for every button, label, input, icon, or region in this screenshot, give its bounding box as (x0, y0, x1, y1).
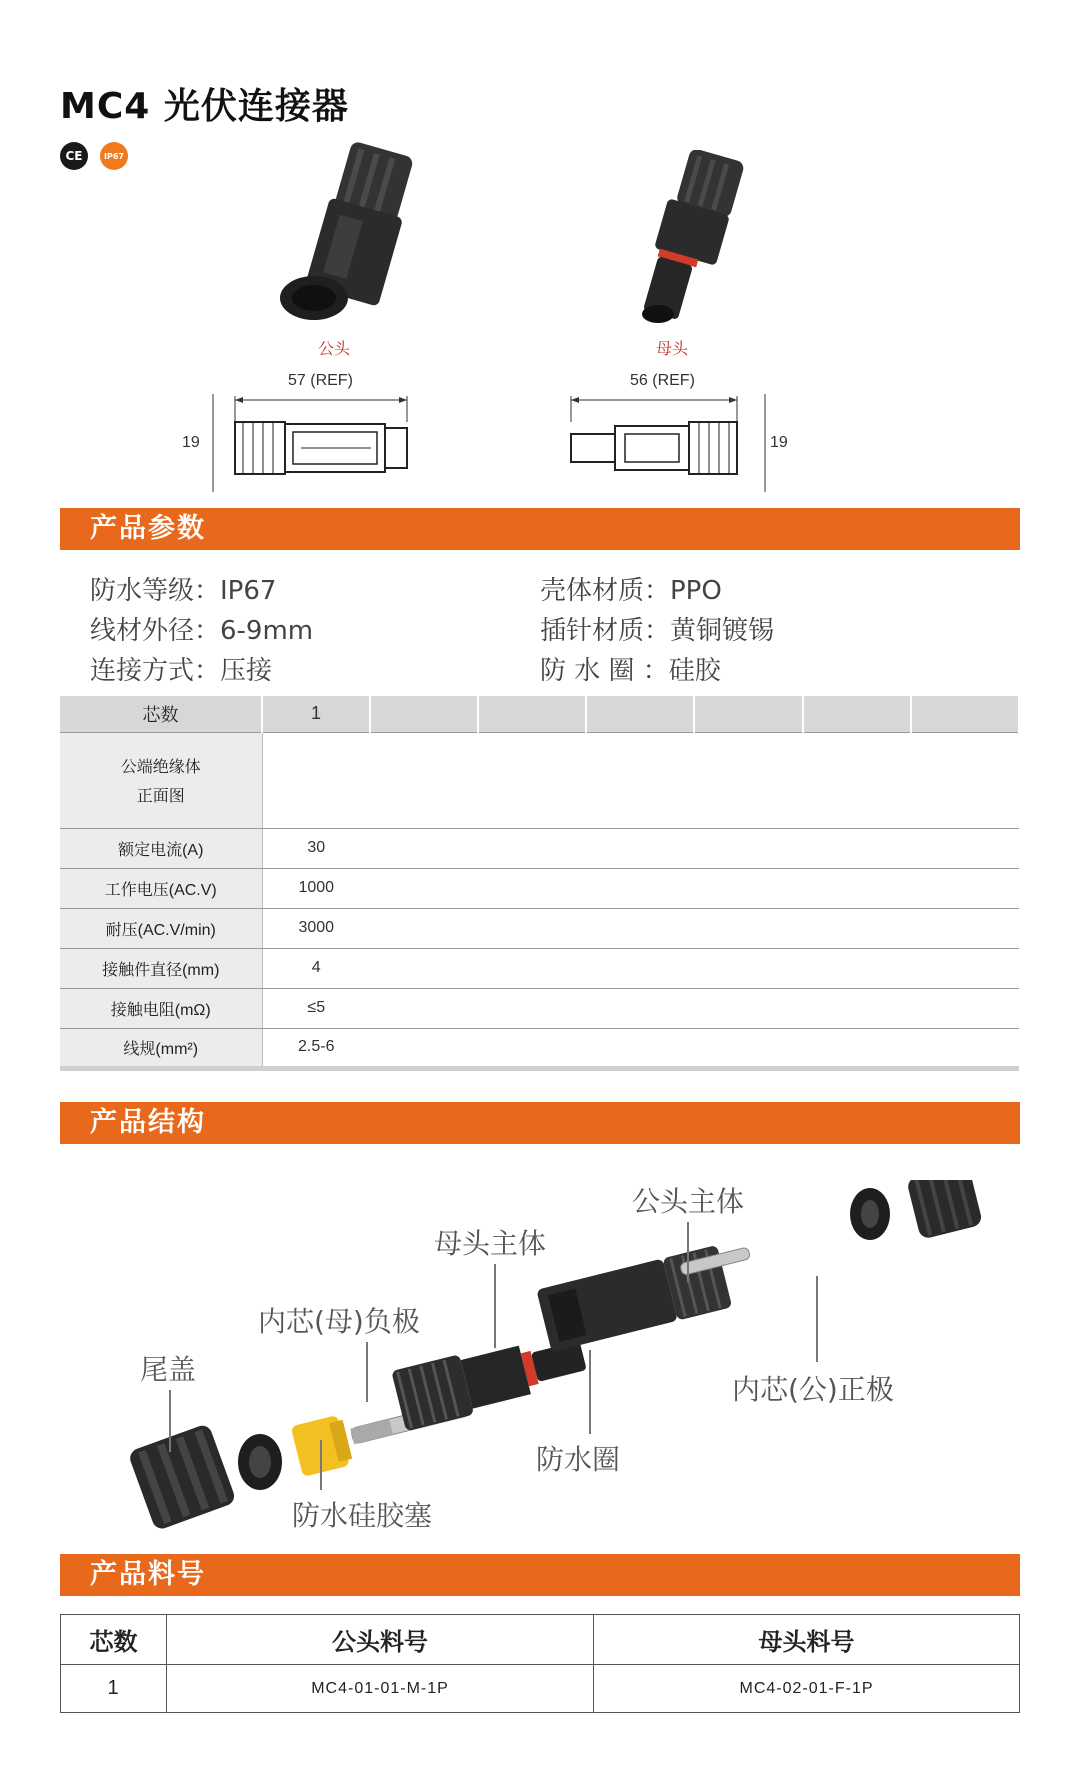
table-row (60, 908, 1019, 948)
ce-mark-icon: CE (60, 142, 88, 170)
leader-line (366, 1342, 368, 1402)
spec-row-label: 工作电压(AC.V) (60, 868, 262, 908)
spec-row-value: 4 (262, 948, 370, 988)
spec-row-label: 耐压(AC.V/min) (60, 908, 262, 948)
spec-row-label: 额定电流(A) (60, 828, 262, 868)
spec-row-empty (370, 948, 1019, 988)
female-connector-image (620, 150, 760, 325)
section-header-structure: 产品结构 (60, 1102, 1020, 1144)
male-dimension-drawing (205, 392, 420, 494)
param-row (90, 608, 990, 648)
table-row (60, 948, 1019, 988)
label-male-core: 内芯(公)正极 (732, 1373, 894, 1406)
label-female-core: 内芯(母)负极 (258, 1305, 420, 1338)
label-male-body: 公头主体 (632, 1185, 745, 1218)
spec-row-label: 接触件直径(mm) (60, 948, 262, 988)
leader-line (816, 1276, 818, 1362)
table-row (60, 828, 1019, 868)
leader-line (320, 1440, 322, 1490)
leader-line (494, 1264, 496, 1348)
spec-header-empty (803, 696, 911, 732)
label-seal-ring: 防水圈 (536, 1443, 621, 1476)
param-cable-diameter: 线材外径：6-9mm (90, 615, 314, 646)
parts-cell-male: MC4-01-01-M-1P (167, 1665, 594, 1713)
params-list (90, 568, 990, 688)
parts-header-row (61, 1615, 1020, 1665)
spec-row-value: ≤5 (262, 988, 370, 1028)
spec-insulator-image-cell (262, 732, 1019, 828)
male-height-dimension: 19 (182, 434, 200, 451)
leader-line (169, 1390, 171, 1452)
spec-insulator-row (60, 732, 1019, 828)
spec-row-value: 2.5-6 (262, 1028, 370, 1068)
spec-row-value: 3000 (262, 908, 370, 948)
spec-header-empty (911, 696, 1019, 732)
spec-row-value: 30 (262, 828, 370, 868)
spec-row-label: 线规(mm²) (60, 1028, 262, 1068)
spec-row-empty (370, 868, 1019, 908)
label-silicone-plug: 防水硅胶塞 (292, 1499, 433, 1532)
param-seal: 防 水 圈 ：硅胶 (540, 655, 721, 686)
page-title: MC4 光伏连接器 (60, 86, 349, 127)
spec-row-label: 接触电阻(mΩ) (60, 988, 262, 1028)
param-waterproof: 防水等级：IP67 (90, 575, 277, 606)
male-connector-image (270, 140, 430, 330)
spec-header-empty (370, 696, 478, 732)
parts-header-cores: 芯数 (61, 1615, 167, 1665)
table-row (60, 988, 1019, 1028)
param-pin-material: 插针材质：黄铜镀锡 (540, 615, 775, 646)
param-row (90, 568, 990, 608)
table-row (60, 868, 1019, 908)
table-row (61, 1665, 1020, 1713)
parts-header-male: 公头料号 (167, 1615, 594, 1665)
section-header-part-numbers: 产品料号 (60, 1554, 1020, 1596)
spec-header-empty (478, 696, 586, 732)
ip67-badge-icon: IP67 (100, 142, 128, 170)
exploded-structure-image (120, 1180, 1000, 1540)
spec-table (60, 696, 1020, 1071)
spec-row-empty (370, 828, 1019, 868)
spec-header-value: 1 (262, 696, 370, 732)
spec-header-empty (586, 696, 694, 732)
male-length-dimension: 57 (REF) (288, 372, 353, 389)
parts-cell-cores: 1 (61, 1665, 167, 1713)
spec-row-value: 1000 (262, 868, 370, 908)
parts-cell-female: MC4-02-01-F-1P (594, 1665, 1020, 1713)
spec-row-empty (370, 1028, 1019, 1068)
leader-line (589, 1350, 591, 1434)
label-female-body: 母头主体 (434, 1227, 547, 1260)
spec-row-empty (370, 988, 1019, 1028)
section-header-params: 产品参数 (60, 508, 1020, 550)
spec-header-label: 芯数 (60, 696, 262, 732)
param-connection: 连接方式：压接 (90, 655, 273, 686)
insulator-label-line: 正面图 (136, 788, 185, 805)
param-row (90, 648, 990, 688)
leader-line (687, 1222, 689, 1282)
female-length-dimension: 56 (REF) (630, 372, 695, 389)
female-product-label: 母头 (656, 339, 689, 358)
part-number-table (60, 1614, 1020, 1713)
param-housing: 壳体材质：PPO (540, 575, 722, 606)
female-dimension-drawing (565, 392, 770, 494)
parts-header-female: 母头料号 (594, 1615, 1020, 1665)
female-height-dimension: 19 (770, 434, 788, 451)
spec-header-empty (694, 696, 802, 732)
insulator-label-line: 公端绝缘体 (120, 759, 201, 776)
male-product-label: 公头 (318, 339, 351, 358)
spec-row-empty (370, 908, 1019, 948)
spec-insulator-label (60, 732, 262, 828)
spec-header-row (60, 696, 1019, 732)
label-tail-cap: 尾盖 (140, 1353, 197, 1386)
table-row (60, 1028, 1019, 1068)
